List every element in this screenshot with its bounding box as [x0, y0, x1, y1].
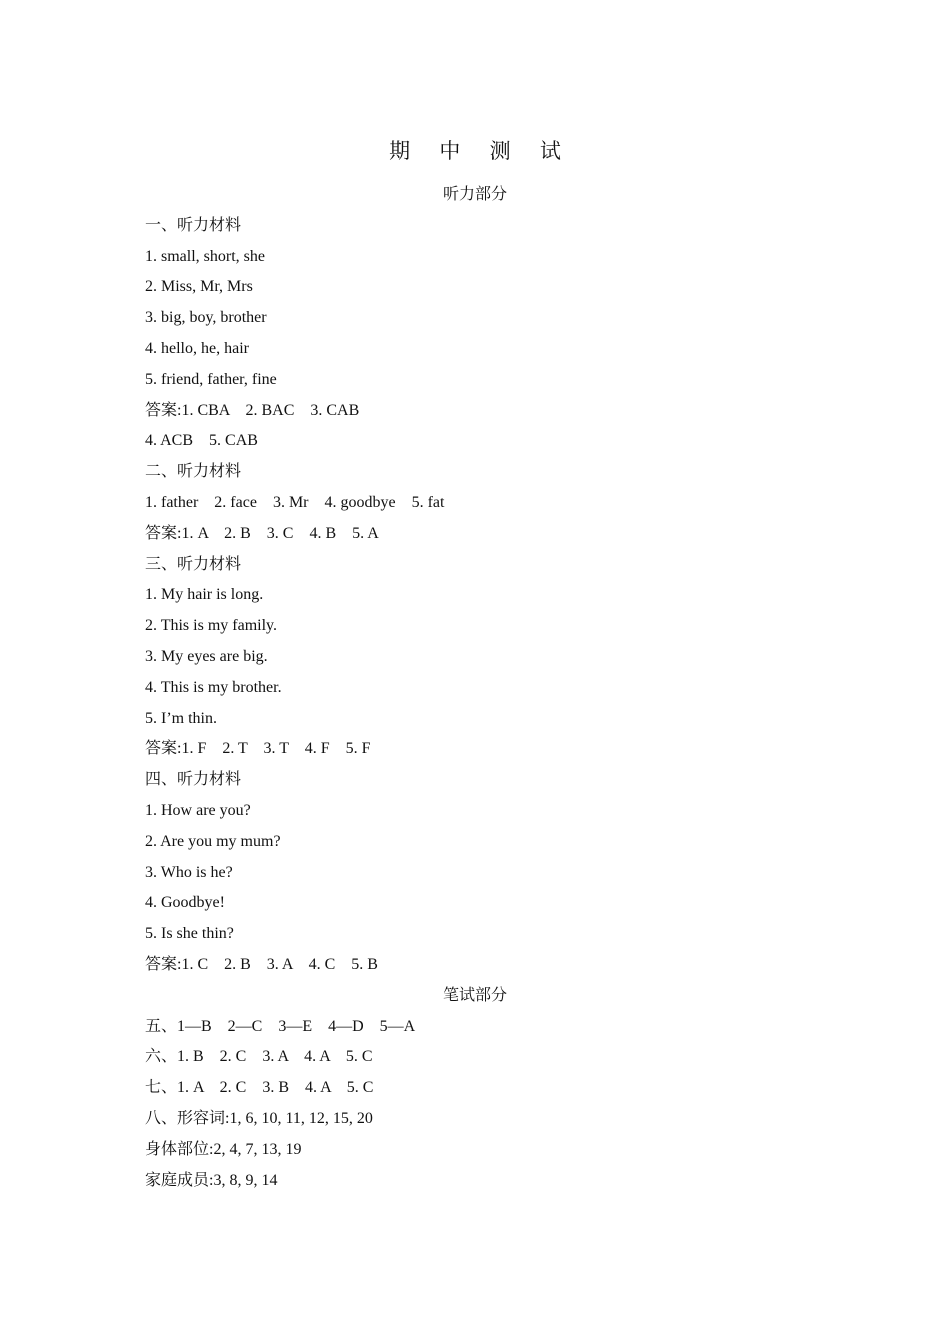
section-2-heading: 二、听力材料 [145, 463, 242, 481]
section-3-item: 2. This is my family. [145, 617, 277, 635]
section-2-items: 1. father 2. face 3. Mr 4. goodbye 5. fat [145, 493, 445, 511]
section-8-body-parts: 身体部位:2, 4, 7, 13, 19 [145, 1140, 302, 1158]
section-4-heading: 四、听力材料 [145, 771, 242, 789]
section-2-answer: 答案:1. A 2. B 3. C 4. B 5. A [145, 524, 379, 542]
page-title: 期 中 测 试 [389, 139, 573, 163]
section-3-heading: 三、听力材料 [145, 555, 242, 573]
section-8-family-members: 家庭成员:3, 8, 9, 14 [145, 1171, 278, 1189]
content-body [145, 180, 825, 1196]
section-3-item: 3. My eyes are big. [145, 647, 268, 665]
section-4-item: 2. Are you my mum? [145, 832, 281, 850]
section-1-item: 1. small, short, she [145, 247, 265, 265]
section-1-answer: 答案:1. CBA 2. BAC 3. CAB [145, 401, 360, 419]
section-4-item: 5. Is she thin? [145, 925, 234, 943]
section-8-adjectives: 八、形容词:1, 6, 10, 11, 12, 15, 20 [145, 1109, 373, 1127]
section-4-answer: 答案:1. C 2. B 3. A 4. C 5. B [145, 955, 378, 973]
section-3-item: 5. I’m thin. [145, 709, 217, 727]
section-7-answer: 七、1. A 2. C 3. B 4. A 5. C [145, 1079, 374, 1097]
section-1-item: 5. friend, father, fine [145, 370, 277, 388]
section-4-item: 1. How are you? [145, 801, 251, 819]
section-3-answer: 答案:1. F 2. T 3. T 4. F 5. F [145, 740, 371, 758]
section-4-item: 4. Goodbye! [145, 894, 225, 912]
section-1-heading: 一、听力材料 [145, 216, 242, 234]
section-1-answer-cont: 4. ACB 5. CAB [145, 432, 258, 450]
section-3-item: 4. This is my brother. [145, 678, 282, 696]
section-4-item: 3. Who is he? [145, 863, 233, 881]
section-1-item: 3. big, boy, brother [145, 309, 267, 327]
written-section-header: 笔试部分 [442, 986, 507, 1004]
section-1-item: 2. Miss, Mr, Mrs [145, 278, 253, 296]
section-5-answer: 五、1—B 2—C 3—E 4—D 5—A [145, 1017, 416, 1035]
section-1-item: 4. hello, he, hair [145, 339, 249, 357]
section-6-answer: 六、1. B 2. C 3. A 4. A 5. C [145, 1048, 373, 1066]
listening-section-header: 听力部分 [442, 186, 507, 203]
section-3-item: 1. My hair is long. [145, 586, 264, 604]
